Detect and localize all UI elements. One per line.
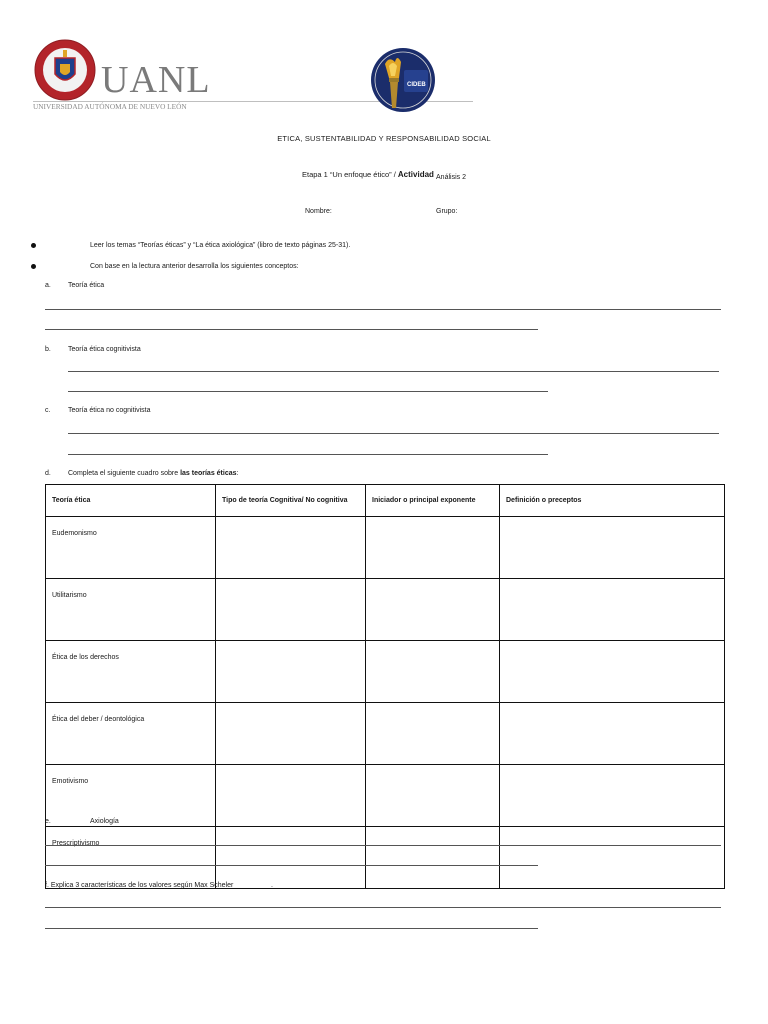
answer-cell[interactable] xyxy=(500,827,725,889)
item-d-text-prefix: Completa el siguiente cuadro sobre xyxy=(68,470,181,477)
answer-cell[interactable] xyxy=(216,765,366,827)
bullet-dot xyxy=(31,243,36,248)
item-d-text xyxy=(68,470,238,477)
uanl-logo xyxy=(33,38,213,114)
name-label: Nombre: xyxy=(305,208,332,215)
answer-cell[interactable] xyxy=(216,703,366,765)
item-d-text-suffix: : xyxy=(236,470,239,477)
answer-line-a-1 xyxy=(45,309,721,310)
theory-name-cell: Prescriptivismo xyxy=(46,827,216,889)
instruction-develop: Con base en la lectura anterior desarrolla los siguientes conceptos: xyxy=(90,263,299,270)
table-header-cell: Iniciador o principal exponente xyxy=(366,485,500,517)
table-row xyxy=(46,827,725,889)
table-header-cell: Tipo de teoría Cognitiva/ No cognitiva xyxy=(216,485,366,517)
item-d-text-bold: las teorías éticas xyxy=(180,470,237,477)
table-row xyxy=(46,765,725,827)
table-header-cell: Teoría ética xyxy=(46,485,216,517)
theory-name-cell: Utilitarismo xyxy=(46,579,216,641)
answer-line-b-2 xyxy=(68,391,548,392)
ethics-theories-table xyxy=(45,484,725,889)
answer-line-e-2 xyxy=(45,865,538,866)
answer-line-f-1 xyxy=(45,907,721,908)
answer-line-f-2 xyxy=(45,928,538,929)
torch-icon xyxy=(367,44,439,116)
answer-line-c-2 xyxy=(68,454,548,455)
answer-cell[interactable] xyxy=(500,765,725,827)
uanl-wordmark: UANL xyxy=(101,59,211,101)
activity-subtitle xyxy=(0,170,768,179)
theory-name-cell: Eudemonismo xyxy=(46,517,216,579)
answer-cell[interactable] xyxy=(366,765,500,827)
item-e-text: Axiología xyxy=(90,818,119,825)
table-header-row xyxy=(46,485,725,517)
uanl-subtitle: UNIVERSIDAD AUTÓNOMA DE NUEVO LEÓN xyxy=(33,102,187,111)
instruction-read: Leer los temas “Teorías éticas” y “La ética axiológica” (libro de texto páginas 25-31). xyxy=(90,242,351,249)
theory-name-cell: Ética del deber / deontológica xyxy=(46,703,216,765)
item-f-text: f. Explica 3 características de los valores según Max Scheler xyxy=(45,882,234,889)
item-c-text: Teoría ética no cognitivista xyxy=(68,407,151,414)
answer-cell[interactable] xyxy=(500,517,725,579)
document-title: ETICA, SUSTENTABILIDAD Y RESPONSABILIDAD SOCIAL xyxy=(277,134,491,143)
bullet-dot xyxy=(31,264,36,269)
item-a-marker: a. xyxy=(45,282,51,289)
uanl-seal-icon xyxy=(33,38,97,102)
answer-cell[interactable] xyxy=(500,579,725,641)
theory-name-cell: Emotivismo xyxy=(46,765,216,827)
table-row xyxy=(46,703,725,765)
table-row xyxy=(46,517,725,579)
cideb-logo xyxy=(367,44,439,116)
answer-cell[interactable] xyxy=(216,641,366,703)
item-a-text: Teoría ética xyxy=(68,282,105,289)
answer-cell[interactable] xyxy=(366,579,500,641)
table-header-cell: Definición o preceptos xyxy=(500,485,725,517)
table-row xyxy=(46,579,725,641)
answer-line-b-1 xyxy=(68,371,719,372)
subtitle-analysis: Análisis 2 xyxy=(436,174,466,181)
answer-cell[interactable] xyxy=(366,517,500,579)
theory-name-cell: Ética de los derechos xyxy=(46,641,216,703)
item-b-text: Teoría ética cognitivista xyxy=(68,346,141,353)
answer-cell[interactable] xyxy=(216,579,366,641)
item-d-marker: d. xyxy=(45,470,51,477)
answer-cell[interactable] xyxy=(500,641,725,703)
answer-line-a-2 xyxy=(45,329,538,330)
group-label: Grupo: xyxy=(436,208,458,215)
answer-cell[interactable] xyxy=(366,641,500,703)
answer-cell[interactable] xyxy=(366,703,500,765)
answer-line-e-1 xyxy=(45,845,721,846)
answer-cell[interactable] xyxy=(216,517,366,579)
item-c-marker: c. xyxy=(45,407,51,414)
item-f-tail: . xyxy=(271,882,273,889)
answer-cell[interactable] xyxy=(500,703,725,765)
answer-cell[interactable] xyxy=(366,827,500,889)
item-b-marker: b. xyxy=(45,346,51,353)
answer-line-c-1 xyxy=(68,433,719,434)
item-e-marker: e. xyxy=(45,818,51,825)
subtitle-stage: Etapa 1 “Un enfoque ético” / xyxy=(302,170,398,179)
subtitle-activity: Actividad xyxy=(397,170,434,179)
table-row xyxy=(46,641,725,703)
cideb-badge: CIDEB xyxy=(407,82,426,88)
answer-cell[interactable] xyxy=(216,827,366,889)
